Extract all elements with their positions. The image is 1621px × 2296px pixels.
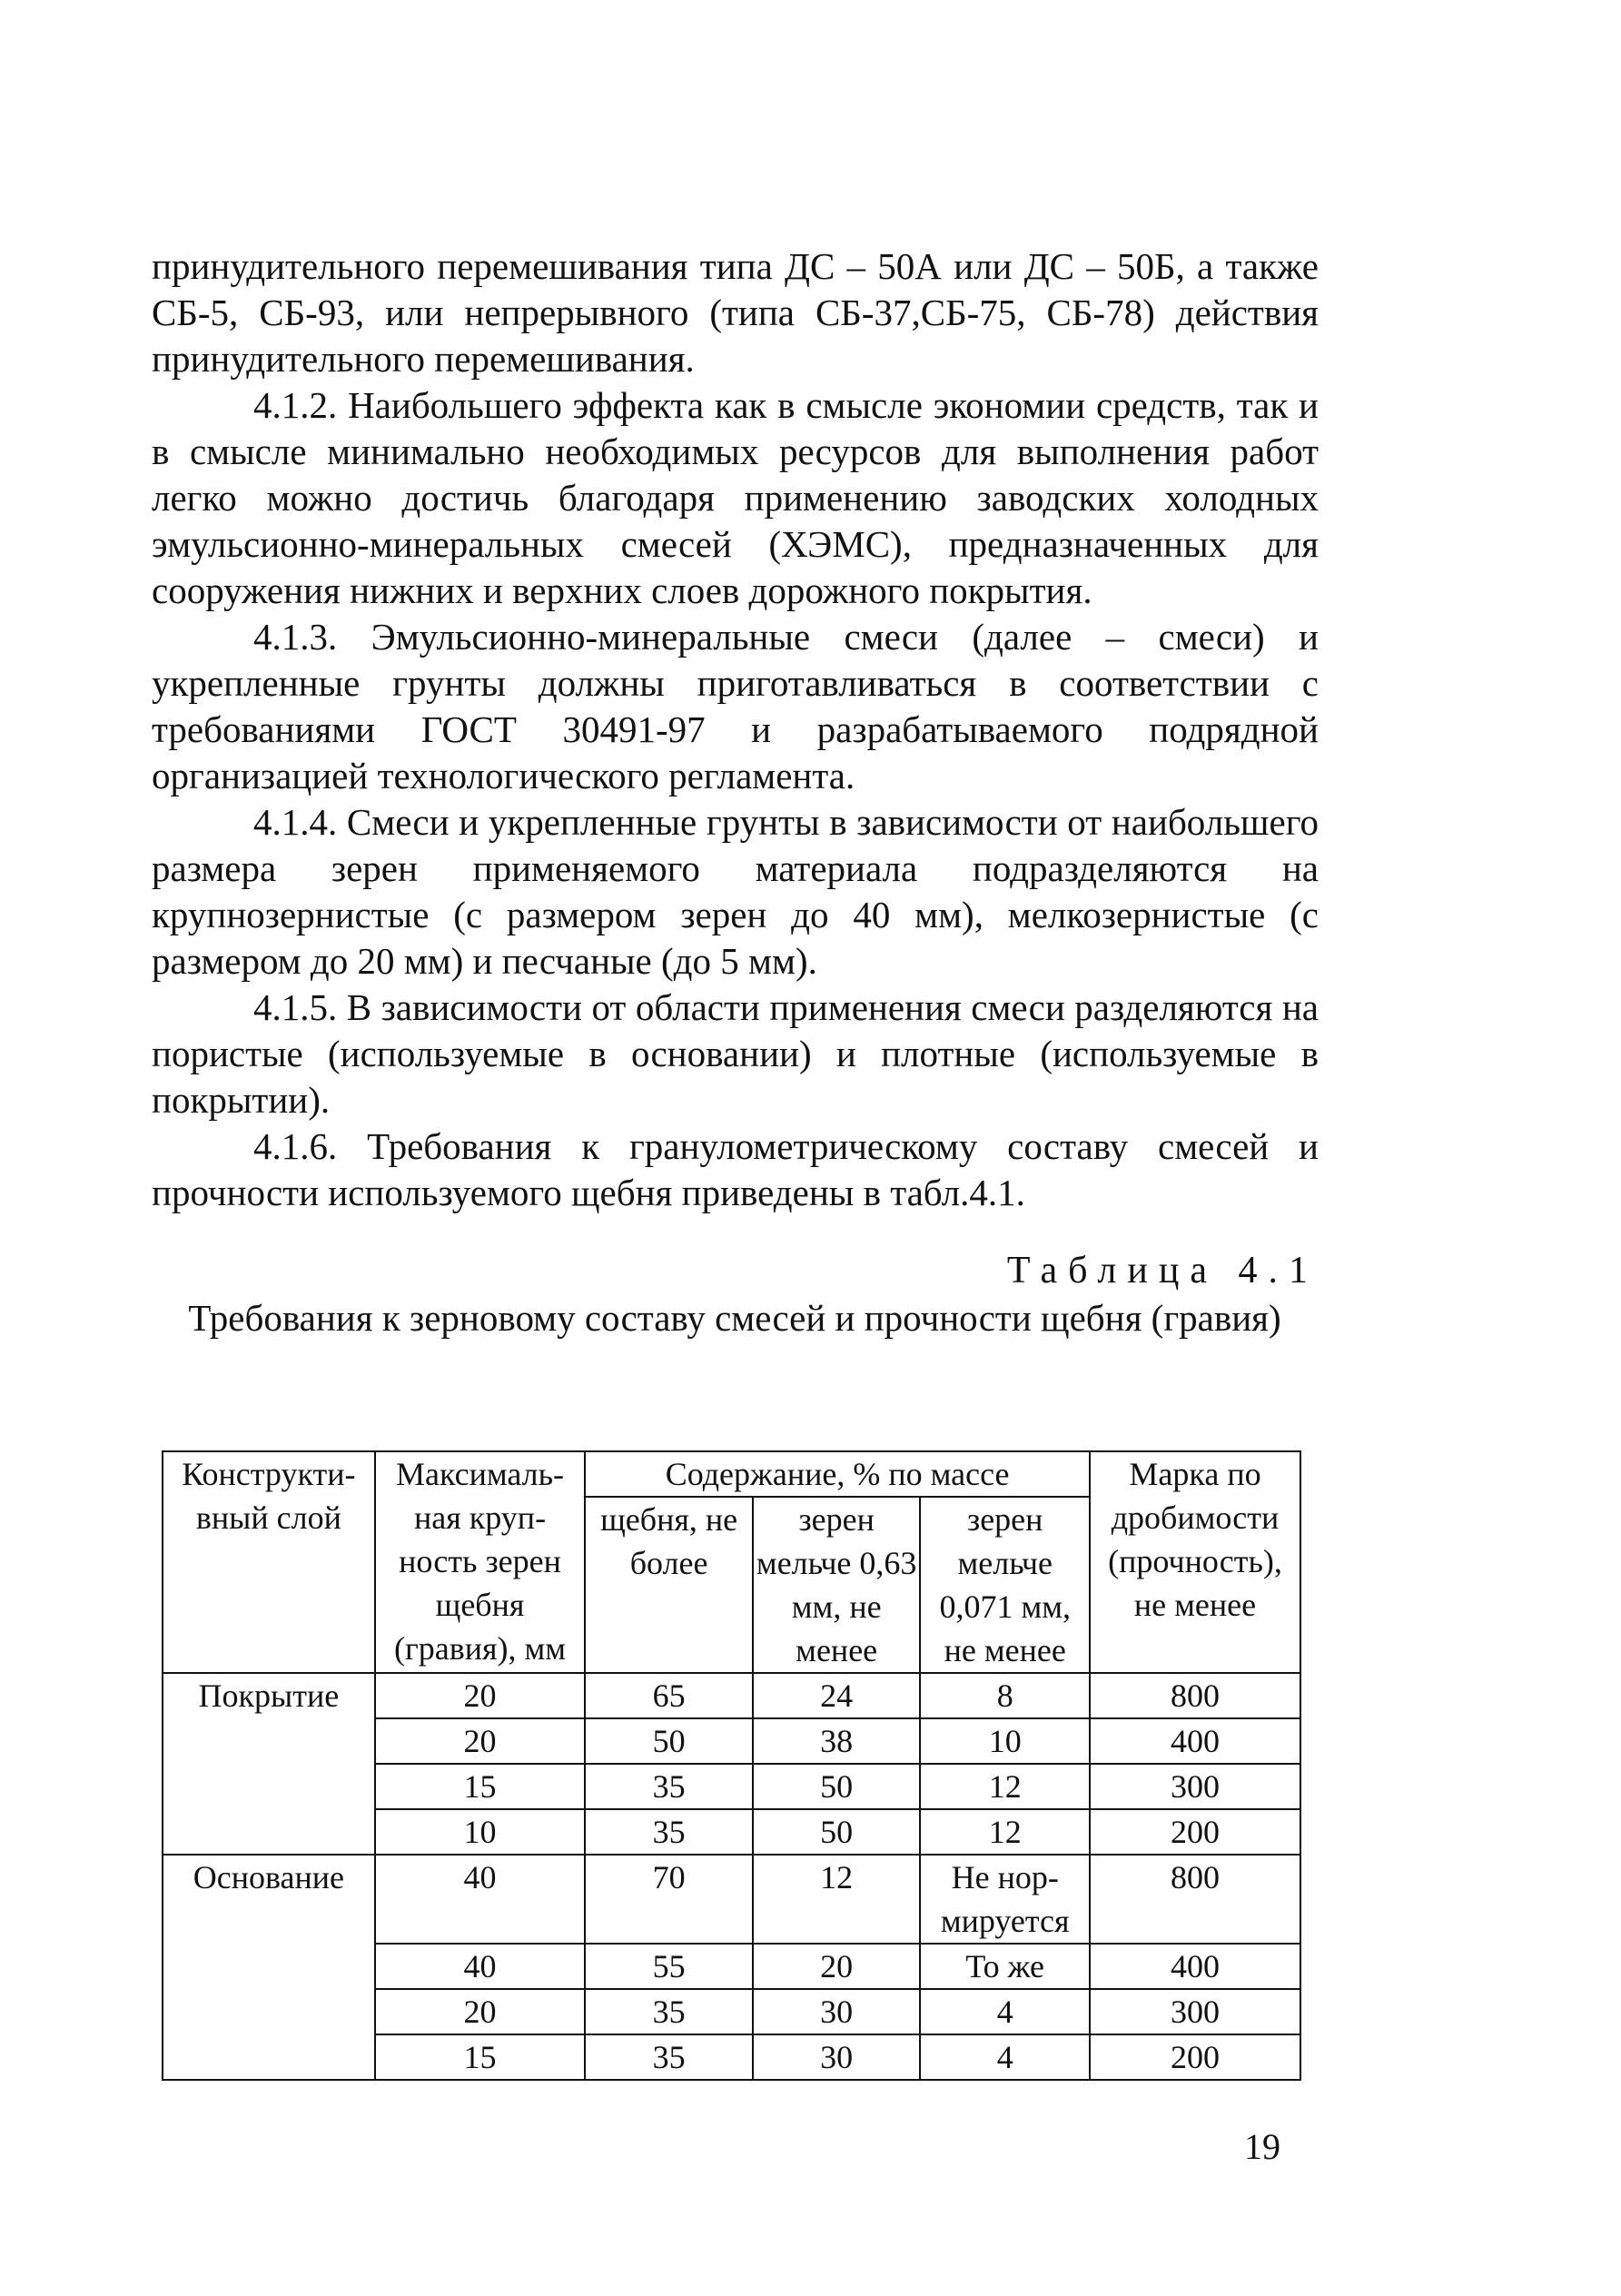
table-cell: То же [920,1944,1090,1989]
table-cell: 35 [585,1809,753,1855]
table-cell: 50 [753,1809,920,1855]
table-cell: 70 [585,1855,753,1944]
table-cell: 10 [920,1718,1090,1764]
table-cell: 12 [920,1764,1090,1809]
header-layer: Конструкти-вный слой [163,1451,375,1673]
table-cell: 300 [1090,1764,1300,1809]
table-cell: 30 [753,1989,920,2034]
table-cell: 4 [920,1989,1090,2034]
table-cell: 12 [753,1855,920,1944]
data-table [162,1450,1301,2081]
page-number: 19 [1244,2126,1280,2167]
header-content-gravel: щебня, не более [585,1497,753,1673]
table-cell: 65 [585,1673,753,1718]
body-text [152,243,1319,1216]
header-max-size: Максималь-ная круп-ность зерен щебня (гравия), мм [375,1451,586,1673]
table-number: Таблица 4.1 [1006,1250,1319,1292]
table-header-row [163,1451,1300,1497]
paragraph: принудительного перемешивания типа ДС – 50А или ДС – 50Б, а также СБ-5, СБ-93, или непрерывного (типа СБ-37,СБ-75, СБ-78) действия принудительного перемешивания. [152,245,1319,380]
table-cell: 24 [753,1673,920,1718]
header-content-0071: зерен мельче 0,071 мм, не менее [920,1497,1090,1673]
table-cell: 300 [1090,1989,1300,2034]
table-cell: 4 [920,2034,1090,2080]
table-cell: 20 [375,1673,586,1718]
table-cell: 35 [585,1764,753,1809]
table-row [163,1855,1300,1944]
paragraph: 4.1.3. Эмульсионно-минеральные смеси (далее – смеси) и укрепленные грунты должны приготавливаться в соответствии с требованиями ГОСТ 30491-97 и разрабатываемого подрядной организацией технологического регламента. [152,616,1319,797]
table-cell: 15 [375,1764,586,1809]
paragraph: 4.1.4. Смеси и укрепленные грунты в зависимости от наибольшего размера зерен применяемого материала подразделяются на крупнозернистые (с размером зерен до 40 мм), мелкозернистые (с размером до 20 мм) и песчаные (до 5 мм). [152,801,1319,982]
table-cell: 20 [375,1989,586,2034]
paragraph: 4.1.5. В зависимости от области применения смеси разделяются на пористые (используемые в основании) и плотные (используемые в покрытии). [152,986,1319,1121]
header-content-063: зерен мельче 0,63 мм, не менее [753,1497,920,1673]
table-cell: 400 [1090,1718,1300,1764]
table-cell: 30 [753,2034,920,2080]
table-cell: Не нор-мируется [920,1855,1090,1944]
table-cell: 400 [1090,1944,1300,1989]
table-cell: 40 [375,1855,586,1944]
table-cell: 12 [920,1809,1090,1855]
table-cell: 50 [585,1718,753,1764]
table-cell: 35 [585,1989,753,2034]
table-cell: 50 [753,1764,920,1809]
table-cell: 200 [1090,2034,1300,2080]
table-cell: 40 [375,1944,586,1989]
header-content-group: Содержание, % по массе [585,1451,1090,1497]
table-cell: 800 [1090,1673,1300,1718]
table-cell: 8 [920,1673,1090,1718]
paragraph: 4.1.2. Наибольшего эффекта как в смысле экономии средств, так и в смысле минимально необходимых ресурсов для выполнения работ легко можно достичь благодаря применению заводских холодных эмульсионно-минеральных смесей (ХЭМС), предназначенных для сооружения нижних и верхних слоев дорожного покрытия. [152,384,1319,611]
table-cell: 38 [753,1718,920,1764]
paragraph: 4.1.6. Требования к гранулометрическому составу смесей и прочности используемого щебня приведены в табл.4.1. [152,1125,1319,1213]
table-caption: Требования к зерновому составу смесей и прочности щебня (гравия) [188,1297,1281,1339]
table-cell: 35 [585,2034,753,2080]
table-cell: 10 [375,1809,586,1855]
layer-cell: Покрытие [163,1673,375,1855]
table-cell: 800 [1090,1855,1300,1944]
table-cell: 20 [753,1944,920,1989]
table-cell: 20 [375,1718,586,1764]
table-cell: 15 [375,2034,586,2080]
table-cell: 55 [585,1944,753,1989]
table-row [163,1673,1300,1718]
table-cell: 200 [1090,1809,1300,1855]
layer-cell: Основание [163,1855,375,2080]
header-mark: Марка по дробимости (прочность), не менее [1090,1451,1300,1673]
